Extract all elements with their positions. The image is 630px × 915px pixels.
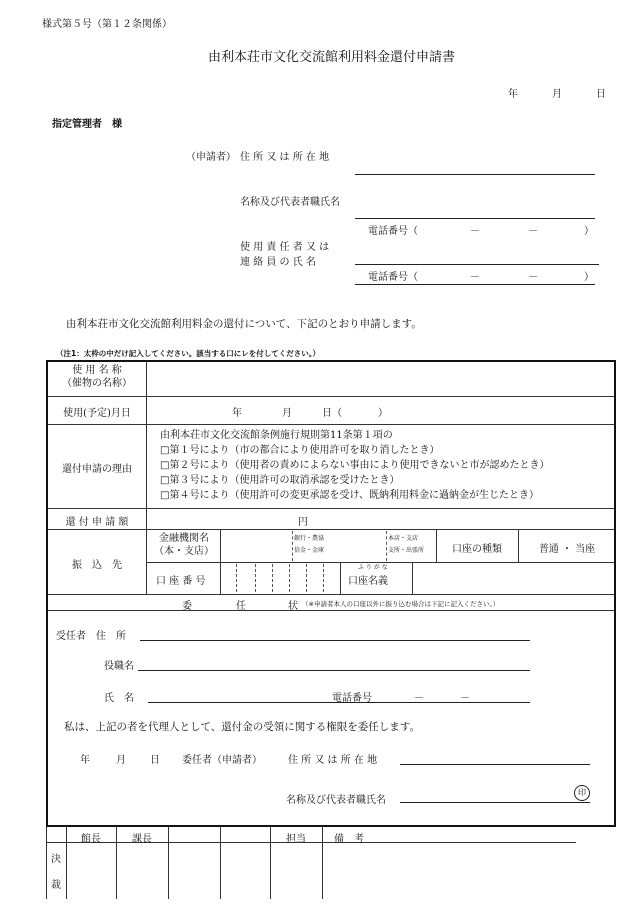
applicant-phone-dash-1: －: [470, 226, 480, 237]
instruction-note: （注1：太枠の中だけ記入してください。該当する口にレを付してください。）: [56, 349, 320, 358]
usage-date-label: 使用(予定)月日: [63, 408, 131, 419]
reason-list: [160, 428, 549, 503]
delegation-heading-1: 委: [182, 601, 192, 612]
delegation-heading-2: 任: [236, 601, 246, 612]
refund-amount-unit: 円: [298, 517, 308, 528]
receiver-phone-dash-2: －: [460, 693, 470, 704]
delegator-address-label: 住 所 又 は 所 在 地: [288, 755, 378, 766]
date-year-label: 年: [508, 89, 518, 100]
receiver-address-line[interactable]: [140, 640, 530, 641]
approval-col-divider: [168, 827, 169, 899]
applicant-name-line[interactable]: [355, 218, 595, 219]
branch-type-label: [388, 535, 424, 554]
bank-type-line2: 信金・金庫: [294, 547, 325, 554]
seal-mark-icon: 印: [574, 785, 590, 801]
row-divider: [48, 610, 614, 611]
receiver-phone-label: 電話番号: [332, 693, 372, 704]
bank-type-line1: 銀行・農協: [294, 535, 325, 542]
approval-side-1: 決: [51, 854, 61, 865]
account-name-label: 口座名義: [348, 576, 388, 587]
bank-name-label-line2: （本・支店）: [154, 546, 214, 557]
row-divider: [48, 424, 614, 425]
date-day-label: 日: [596, 89, 606, 100]
approval-header-director: 館長: [81, 834, 101, 845]
account-digit-divider: [272, 564, 273, 592]
receiver-phone-dash-1: －: [414, 693, 424, 704]
account-digit-divider: [255, 564, 256, 592]
dashed-divider: [292, 531, 293, 561]
applicant-phone-close: ）: [584, 226, 594, 237]
applicant-address-label: 住 所 又 は 所 在 地: [240, 152, 330, 163]
delegation-heading-note: （※申請者本人の口座以外に振り込む場合は下記に記入ください。）: [302, 600, 500, 608]
page-title: 由利本荘市文化交流館利用料金還付申請書: [208, 50, 456, 65]
usage-name-label: [48, 364, 146, 390]
form-number: 様式第５号（第１２条関係）: [42, 19, 172, 30]
approval-outer-left: [46, 827, 47, 899]
applicant-address-line[interactable]: [355, 174, 595, 175]
account-digit-divider: [289, 564, 290, 592]
date-month-label: 月: [552, 89, 562, 100]
responsible-phone-dash-1: －: [470, 272, 480, 283]
delegator-label: 委任者（申請者）: [182, 755, 262, 766]
reason-option-4[interactable]: □第４号により（使用許可の変更承認を受け、既納利用料金に過納金が生じたとき）: [160, 490, 540, 501]
usage-name-label-line1: 使 用 名 称: [72, 365, 122, 376]
cell-divider: [518, 529, 519, 562]
responsible-label-2: 連 絡 員 の 氏 名: [240, 257, 316, 268]
responsible-name-line[interactable]: [355, 264, 599, 265]
applicant-name-label: 名称及び代表者職氏名: [240, 197, 340, 208]
approval-header-staff: 担当: [286, 834, 306, 845]
account-type-value[interactable]: 普通 ・ 当座: [538, 544, 596, 555]
bank-type-label: [294, 535, 324, 554]
cell-divider: [220, 562, 221, 594]
usage-name-label-line2: （催物の名称）: [62, 378, 132, 389]
reason-option-2[interactable]: □第２号により（使用者の責めによらない事由により使用できないと市が認めたとき）: [160, 460, 550, 471]
usage-name-input[interactable]: [148, 362, 614, 396]
branch-type-line2: 支所・出張所: [388, 547, 425, 554]
transfer-label: 振 込 先: [72, 560, 122, 571]
reason-option-3[interactable]: □第３号により（使用許可の取消承認を受けたとき）: [160, 475, 400, 486]
reason-label: 還付申請の理由: [62, 464, 132, 475]
approval-col-divider: [220, 827, 221, 899]
account-digit-divider: [323, 564, 324, 592]
approval-header-section-chief: 課長: [132, 834, 152, 845]
receiver-title-line[interactable]: [138, 670, 530, 671]
bank-name-label-line1: 金融機関名: [159, 533, 209, 544]
responsible-phone-line[interactable]: [355, 284, 595, 285]
usage-date-day: 日（: [322, 408, 342, 419]
cell-divider: [436, 529, 437, 562]
applicant-phone-dash-2: －: [528, 226, 538, 237]
addressee: 指定管理者 様: [52, 119, 122, 130]
refund-amount-label: 還 付 申 請 額: [65, 517, 129, 528]
row-divider: [48, 508, 614, 509]
usage-date-month: 月: [282, 408, 292, 419]
reason-option-1[interactable]: □第１号により（市の都合により使用許可を取り消したとき）: [160, 445, 440, 456]
branch-type-line1: 本店・支店: [388, 535, 419, 542]
account-name-ruby: ふ り が な: [358, 564, 388, 571]
applicant-phone-label: 電話番号（: [368, 226, 418, 237]
delegator-name-line[interactable]: [400, 802, 590, 803]
responsible-phone-close: ）: [584, 272, 594, 283]
transfer-subrow-divider: [146, 562, 436, 563]
approval-side-2: 裁: [51, 880, 61, 891]
receiver-title-label: 役職名: [104, 661, 134, 672]
bank-name-label: [148, 532, 220, 558]
usage-date-close: ）: [378, 408, 388, 419]
reason-intro: 由利本荘市文化交流館条例施行規則第11条第１項の: [160, 430, 393, 441]
cell-divider: [412, 562, 413, 594]
dashed-divider: [386, 531, 387, 561]
row-divider: [48, 529, 614, 530]
receiver-name-line[interactable]: [148, 702, 530, 703]
delegation-date-year: 年: [80, 755, 90, 766]
account-digit-divider: [236, 564, 237, 592]
account-number-label: 口 座 番 号: [156, 576, 206, 587]
row-divider: [48, 594, 614, 595]
applicant-prefix: （申請者）: [186, 152, 236, 163]
account-type-label: 口座の種類: [452, 544, 502, 555]
delegation-heading-3: 状: [288, 601, 298, 612]
delegation-date-day: 日: [150, 755, 160, 766]
transfer-subrow-divider: [436, 562, 614, 563]
delegator-address-line[interactable]: [400, 764, 590, 765]
approval-header-remarks: 備 考: [334, 834, 364, 845]
approval-col-divider: [322, 827, 323, 899]
intro-text: 由利本荘市文化交流館利用料金の還付について、下記のとおり申請します。: [66, 318, 422, 330]
receiver-name-label: 氏 名: [104, 693, 134, 704]
delegation-date-month: 月: [116, 755, 126, 766]
responsible-phone-dash-2: －: [528, 272, 538, 283]
cell-divider: [340, 562, 341, 594]
responsible-label-1: 使 用 責 任 者 又 は: [240, 242, 330, 253]
cell-divider: [220, 529, 221, 562]
delegator-name-label: 名称及び代表者職氏名: [286, 795, 386, 806]
delegation-statement: 私は、上記の者を代理人として、還付金の受領に関する権限を委任します。: [64, 721, 420, 733]
row-divider: [48, 396, 614, 397]
usage-date-year: 年: [232, 408, 242, 419]
receiver-address-label: 受任者 住 所: [56, 631, 126, 642]
account-digit-divider: [306, 564, 307, 592]
responsible-phone-label: 電話番号（: [368, 272, 418, 283]
